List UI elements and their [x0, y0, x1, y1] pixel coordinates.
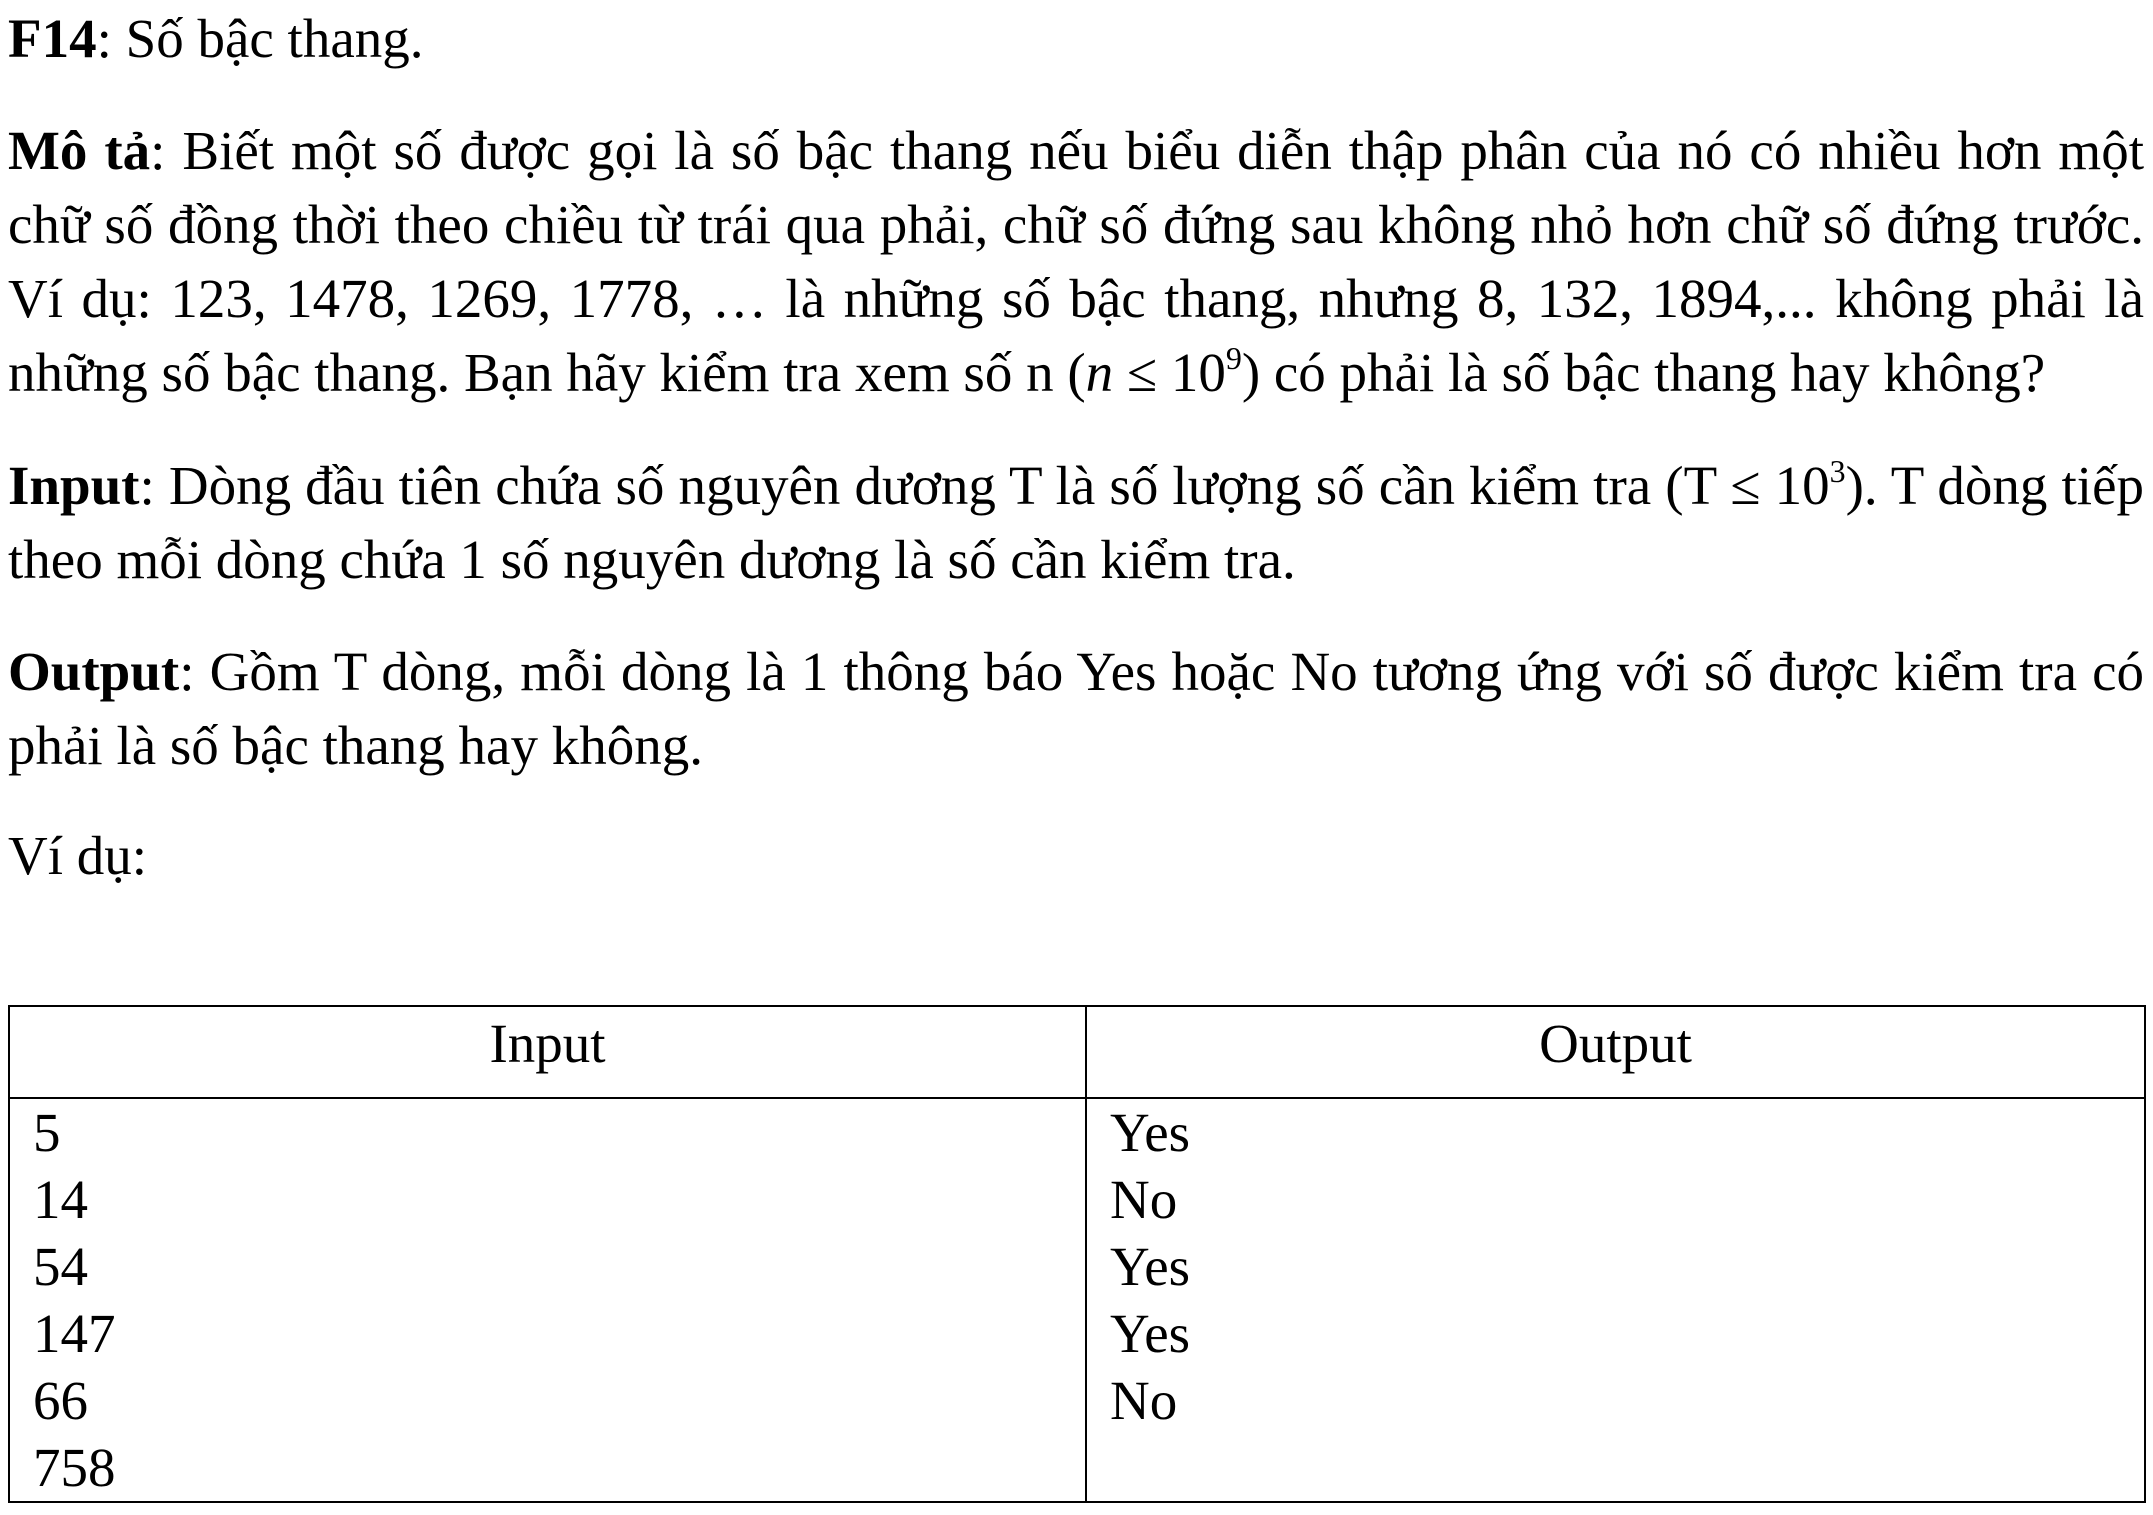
constraint-exponent: 9 [1225, 340, 1242, 376]
input-text: Dòng đầu tiên chứa số nguyên dương T là số lượng số cần kiểm tra (T ≤ 10 [168, 455, 1830, 516]
input-line: 5 [33, 1102, 61, 1163]
input-line: 758 [33, 1437, 116, 1498]
output-line: No [1110, 1169, 1178, 1230]
output-line: No [1110, 1370, 1178, 1431]
variable-n: n [1085, 342, 1114, 403]
constraint-text: ≤ 10 [1113, 342, 1226, 403]
output-line: Yes [1110, 1236, 1191, 1297]
description-text-end: ) có phải là số bậc thang hay không? [1241, 342, 2046, 403]
description-paragraph: Mô tả: Biết một số được gọi là số bậc thang nếu biểu diễn thập phân của nó có nhiều hơn một chữ số đồng thời theo chiều từ trái qua phải, chữ số đứng sau không nhỏ hơn chữ số đứng trước. Ví dụ: 123, 1478, 1269, 1778, … là những số bậc thang, nhưng 8, 132, 1894,... không phải là những số bậc thang. Bạn hãy kiểm tra xem số n $(n \le 10^9)$ có phải là số bậc thang hay không? [8, 120, 2144, 403]
example-label: Ví dụ: [8, 825, 148, 886]
output-line: Yes [1110, 1303, 1191, 1364]
input-line: 14 [33, 1169, 88, 1230]
output-label: Output [8, 641, 180, 702]
input-text-end: ). T dòng tiếp theo mỗi dòng chứa 1 số nguyên dương là số cần kiểm tra. [8, 455, 2145, 590]
problem-name: Số bậc thang. [125, 8, 424, 69]
input-line: 54 [33, 1236, 88, 1297]
output-text: Gồm T dòng, mỗi dòng là 1 thông báo Yes hoặc No tương ứng với số được kiểm tra có phải là số bậc thang hay không. [8, 641, 2145, 776]
problem-title: F14: Số bậc thang. [8, 8, 424, 69]
input-line: 66 [33, 1370, 88, 1431]
problem-document [8, 0, 2144, 893]
input-column-header: Input [9, 1006, 1086, 1098]
description-text: Biết một số được gọi là số bậc thang nếu biểu diễn thập phân của nó có nhiều hơn một chữ số đồng thời theo chiều từ trái qua phải, chữ số đứng sau không nhỏ hơn chữ số đứng trước. Ví dụ: 123, 1478, 1269, 1778, … là những số bậc thang, nhưng 8, 132, 1894,... không phải là những số bậc thang. Bạn hãy kiểm tra xem số n ( [8, 120, 2144, 403]
output-paragraph: Output: Gồm T dòng, mỗi dòng là 1 thông báo Yes hoặc No tương ứng với số được kiểm tra có phải là số bậc thang hay không. [8, 641, 2145, 776]
example-output-cell [1086, 1098, 2145, 1502]
example-header-row [9, 1006, 2145, 1098]
input-paragraph: Input: Dòng đầu tiên chứa số nguyên dương T là số lượng số cần kiểm tra $(T \le 10^3)$. T dòng tiếp theo mỗi dòng chứa 1 số nguyên dương là số cần kiểm tra. [8, 453, 2145, 590]
output-column-header: Output [1086, 1006, 2145, 1098]
problem-code: F14 [8, 8, 97, 69]
example-table [8, 1005, 2146, 1503]
example-body-row [9, 1098, 2145, 1502]
description-label: Mô tả [8, 120, 151, 181]
example-input-cell [9, 1098, 1086, 1502]
output-line: Yes [1110, 1102, 1191, 1163]
input-exponent: 3 [1829, 453, 1846, 489]
input-label: Input [8, 455, 140, 516]
input-line: 147 [33, 1303, 116, 1364]
